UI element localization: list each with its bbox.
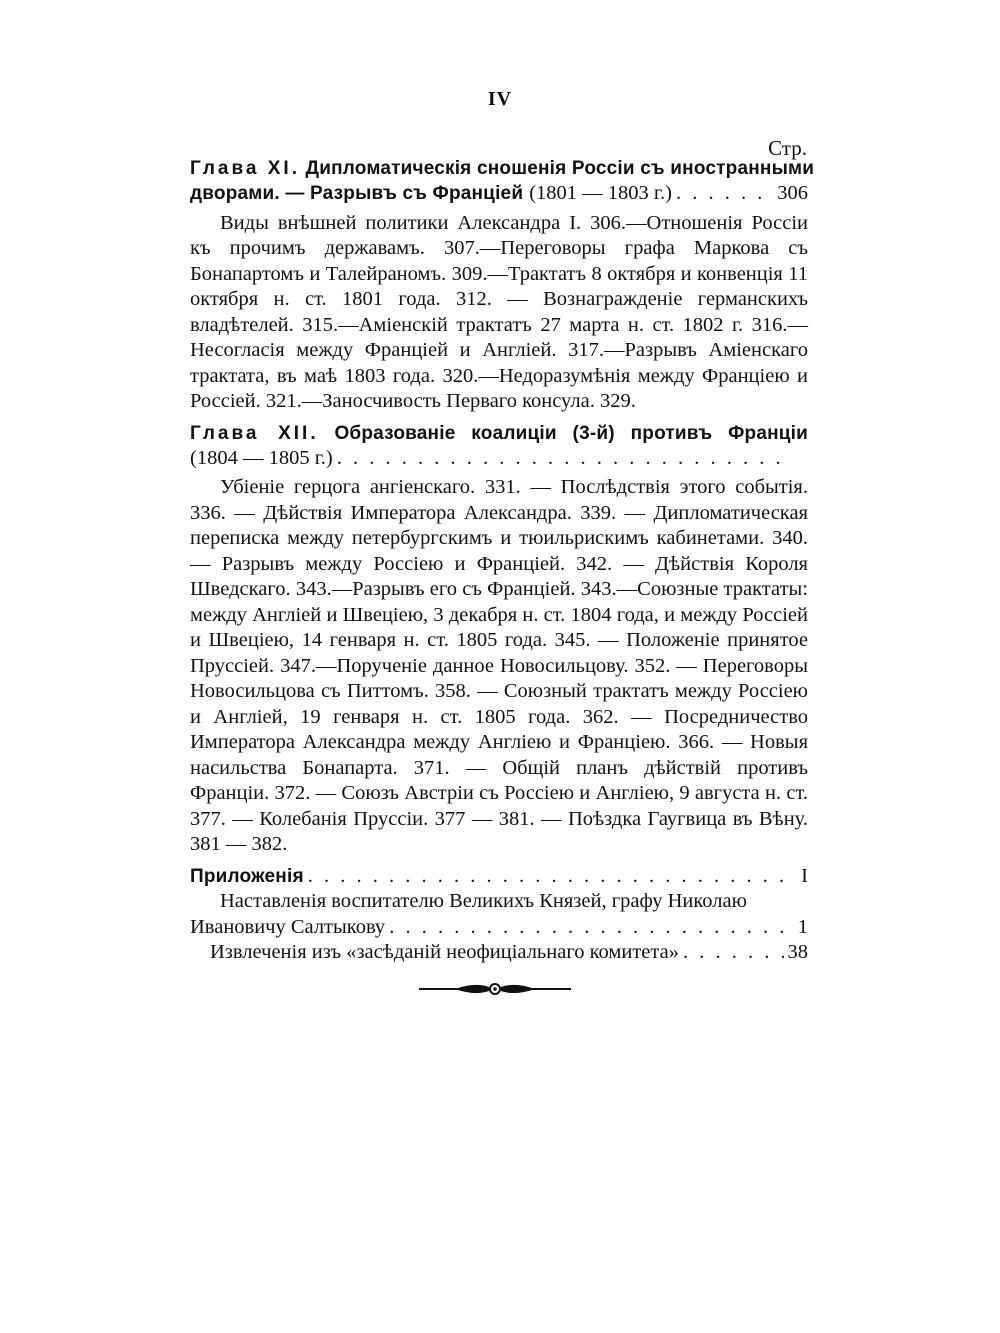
chapter-page: 306 [777, 182, 808, 204]
appendix-title-line [190, 864, 808, 890]
appendix-item-text: Ивановичу Салтыкову [190, 915, 386, 938]
chapter-title-line [190, 446, 808, 472]
dot-leader [308, 864, 786, 890]
page-number: IV [487, 88, 513, 110]
chapter-summary: Убіеніе герцога ангіенскаго. 331. — Послѣдствія этого событія. 336. — Дѣйствія Императора Александра. 339. — Дипломатическая переписка между петербургскимъ и тюильрискимъ кабинетами. 340. — Разрывъ между Россіею и Франціей. 342. — Дѣйствія Короля Шведскаго. 343.—Разрывъ его съ Франціей. 343.—Союзные трактаты: между Англіей и Швеціею, 3 декабря н. ст. 1804 года, и между Россіей и Швеціею, 14 генваря н. ст. 1805 года. 345. — Положеніе принятое Пруссіей. 347.—Порученіе данное Новосильцову. 352. — Переговоры Новосильцова съ Питтомъ. 358. — Союзный трактатъ между Россіею и Англіей, 19 генваря н. ст. 1805 года. 362. — Посредничество Императора Александра между Англіею и Франціею. 366. — Новыя насильства Бонапарта. 371. — Общій планъ дѣйствій противъ Франціи. 372. — Союзъ Австріи съ Россіею и Англіею, 9 августа н. ст. 377. — Колебанія Пруссіи. 377 — 381. — Поѣздка Гаугвица въ Вѣну. 381 — 382. [190, 476, 808, 855]
chapter-label: Глава XI. [190, 158, 300, 179]
appendix-item-line [190, 940, 808, 966]
dot-leader [683, 940, 784, 966]
chapter-dates: (1801 — 1803 г.) [529, 182, 672, 204]
appendix-item-line [190, 889, 808, 915]
chapter-title-line [190, 156, 815, 181]
appendix-item [190, 940, 808, 966]
page-column-label: Стр. [768, 136, 807, 160]
chapter-dates: (1804 — 1805 г.) [190, 446, 333, 469]
chapter-title: Дипломатическія сношенія Россіи съ иностранными [305, 158, 815, 179]
chapter-title-line [190, 181, 808, 207]
dot-leader [389, 915, 786, 941]
chapter-title: дворами. — Разрывъ съ Франціей [190, 183, 524, 204]
appendix-item-line [190, 915, 808, 941]
appendix-section [190, 864, 808, 966]
dot-leader [676, 181, 773, 207]
appendix-item-text: Извлеченія изъ «засѣданій неофиціальнаго комитета» [210, 941, 679, 963]
appendix-item-text: Наставленія воспитателю Великихъ Князей, графу Николаю [220, 890, 747, 912]
appendix-item [190, 889, 808, 940]
appendix-item-page: 38 [787, 941, 808, 963]
chapter-entry [190, 156, 815, 415]
appendix-item-page: 1 [797, 915, 808, 938]
appendix-page: I [801, 864, 808, 887]
chapter-title-line [190, 421, 808, 446]
chapter-summary: Виды внѣшней политики Александра I. 306.—Отношенія Россіи къ прочимъ державамъ. 307.—Переговоры графа Маркова съ Бонапартомъ и Талейраномъ. 309.—Трактатъ 8 октября и конвенція 11 октября н. ст. 1801 года. 312. — Вознагражденіе германскихъ владѣтелей. 315.—Аміенскій трактатъ 27 марта н. ст. 1802 г. 316.—Несогласія между Франціей и Англіей. 317.—Разрывъ Аміенскаго трактата, въ маѣ 1803 года. 320.—Недоразумѣнія между Франціею и Россіей. 321.—Заносчивость Перваго консула. 329. [190, 211, 808, 412]
ornament-divider [415, 978, 575, 1000]
chapter-entry [190, 421, 808, 858]
table-of-contents [190, 156, 815, 966]
appendix-title: Приложенія [190, 865, 304, 887]
chapter-label: Глава XII. [190, 422, 319, 444]
dot-leader [337, 446, 786, 472]
chapter-title: Образованіе коалиціи (3-й) противъ Франціи [334, 422, 809, 444]
